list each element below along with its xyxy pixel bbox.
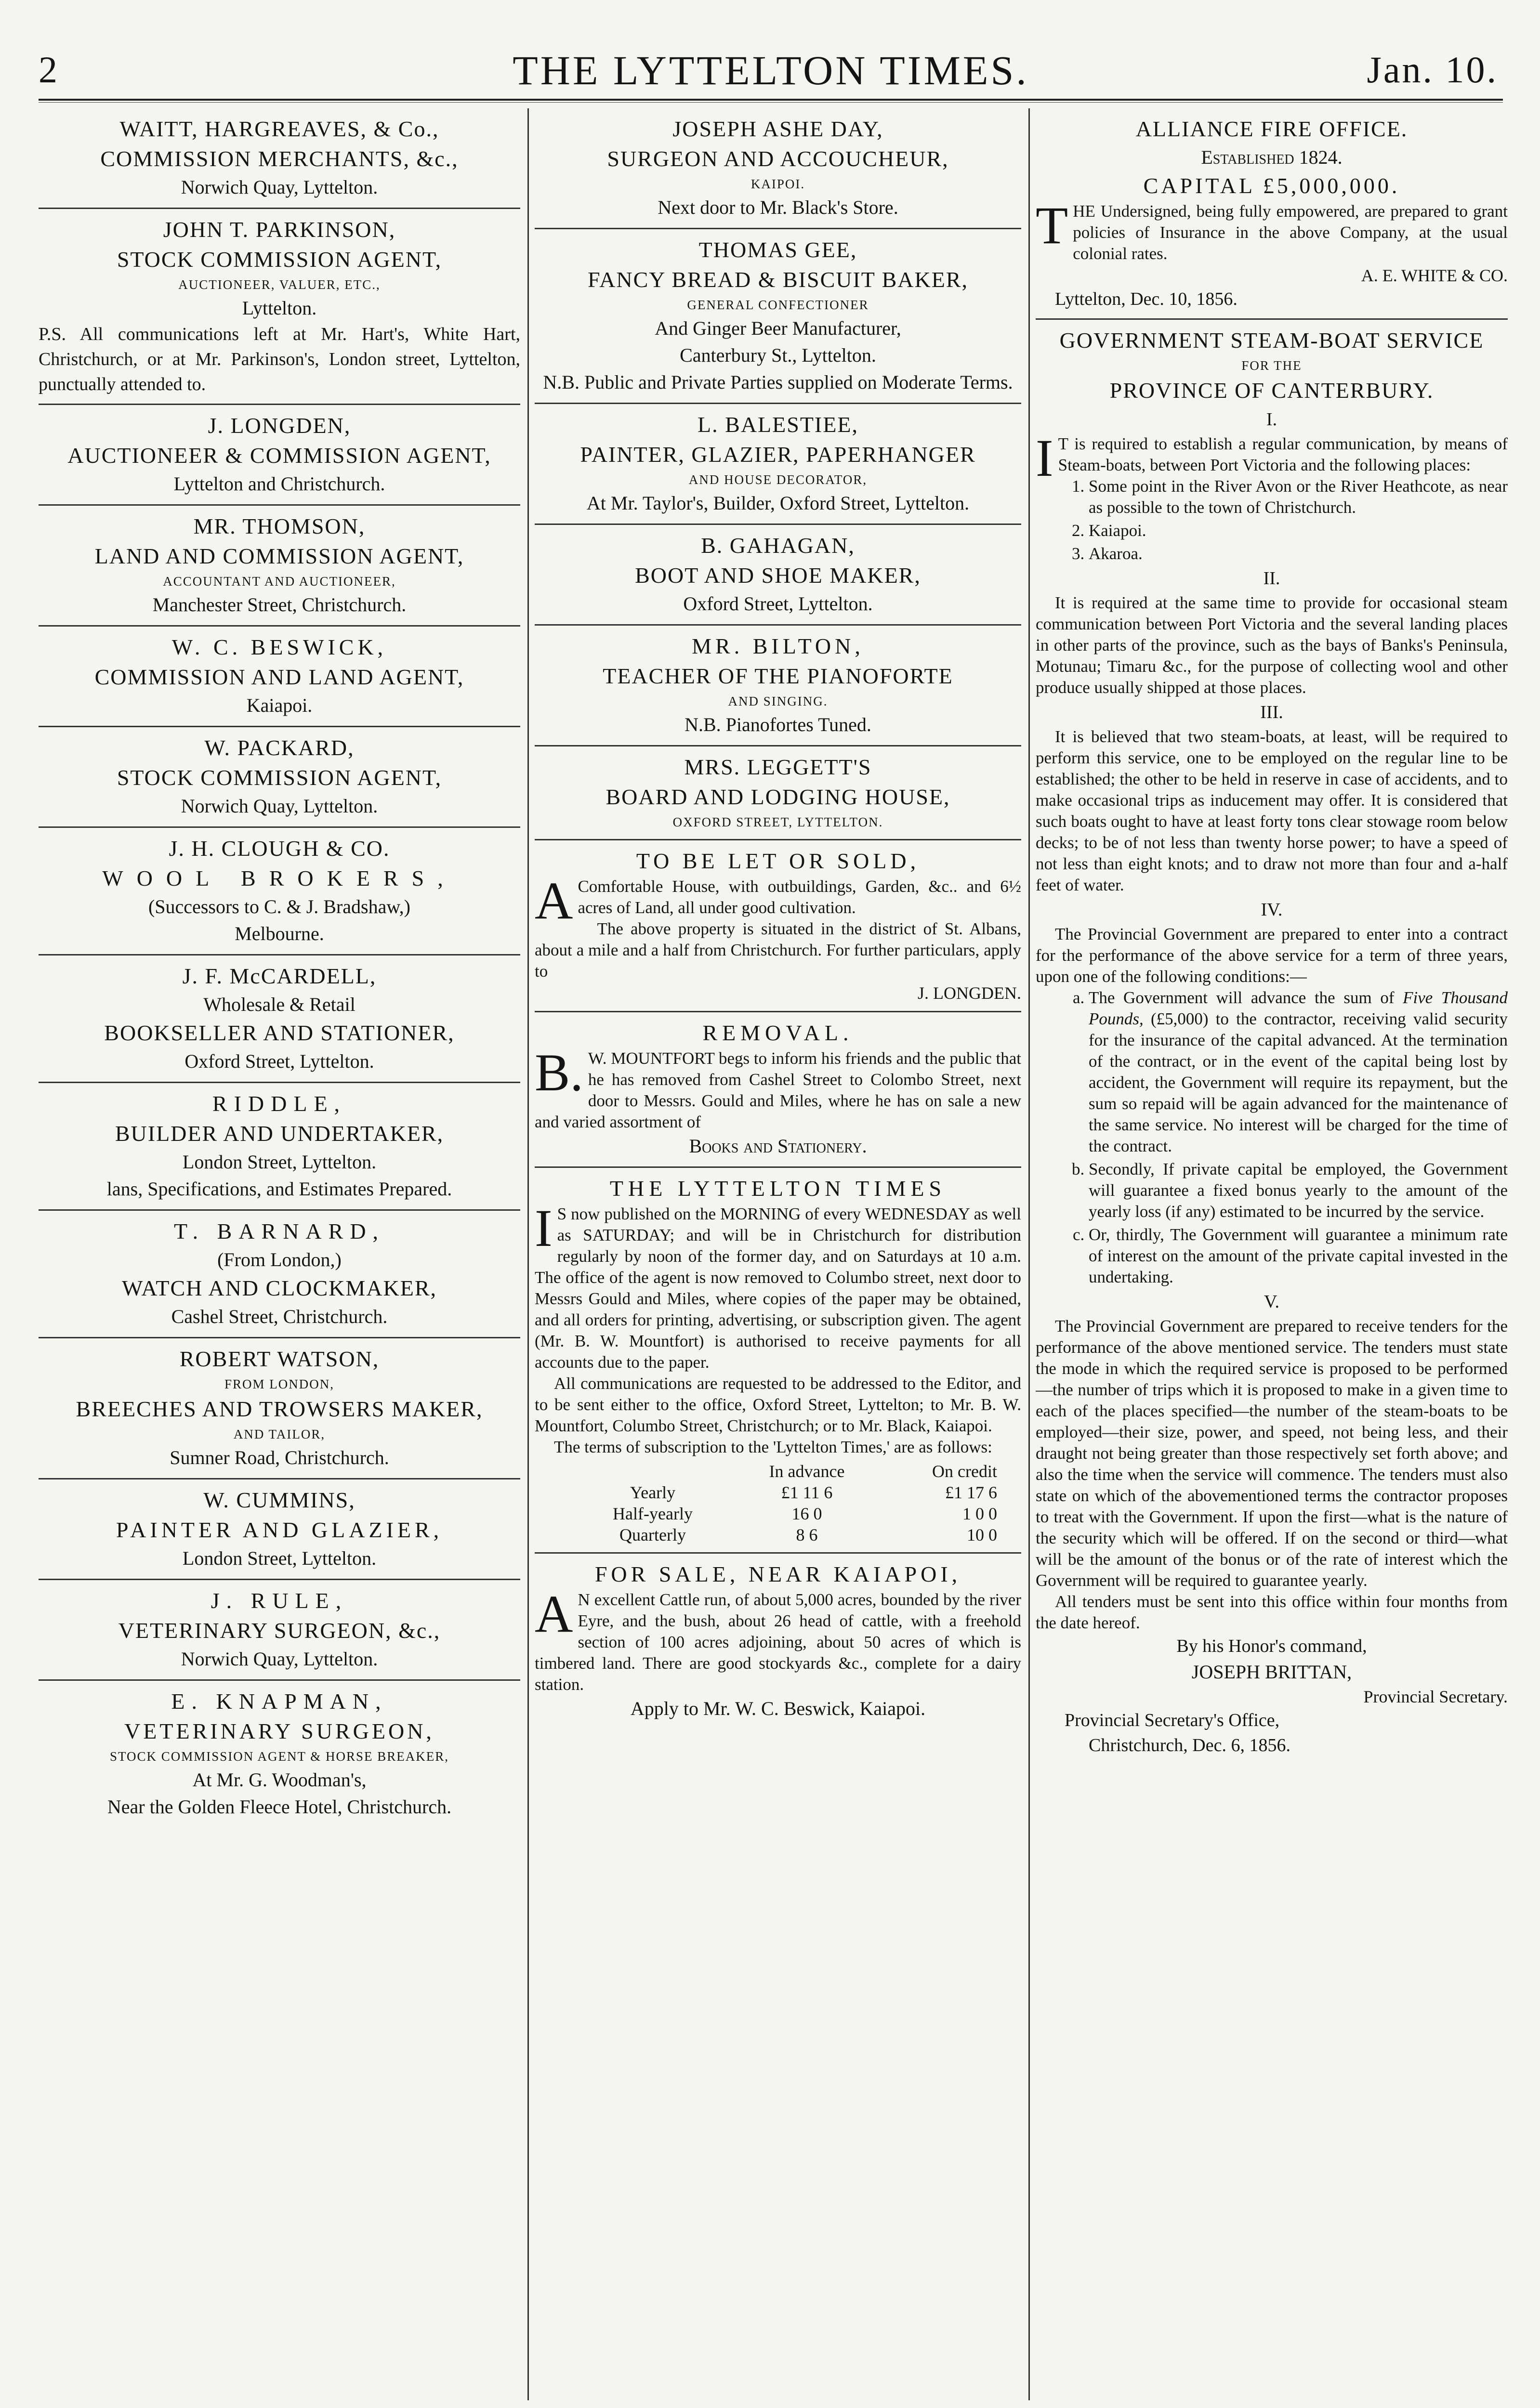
ad-trade: BOOKSELLER AND STATIONER, <box>104 1021 455 1045</box>
ad-note: N.B. Pianofortes Tuned. <box>684 714 871 735</box>
ad-heading: J. F. McCARDELL, <box>182 964 377 988</box>
ad-subtitle: Wholesale & Retail <box>203 994 355 1015</box>
ad-body: W. MOUNTFORT begs to inform his friends and the public that he has removed from Cashel Street to Colombo Street, next door to Messrs. Gould and Miles, where he has on sale a new and varied assortment of <box>535 1049 1021 1131</box>
ad-subtitle: Books and Stationery. <box>689 1135 867 1157</box>
ad-address: Apply to Mr. W. C. Beswick, Kaiapoi. <box>630 1698 926 1719</box>
ad-address: At Mr. G. Woodman's, <box>192 1769 367 1791</box>
ad-heading: T. BARNARD, <box>173 1219 385 1243</box>
table-row <box>578 1482 1021 1503</box>
issue-date: Jan. 10. <box>1367 49 1498 91</box>
ad-body: Comfortable House, with outbuildings, Garden, &c.. and 6½ acres of Land, all under good cultivation. <box>578 877 1021 917</box>
ad-heading: TO BE LET OR SOLD, <box>636 849 920 873</box>
notice-body: All tenders must be sent into this office within four months from the date hereof. <box>1036 1592 1508 1632</box>
ad-subtitle: Established 1824. <box>1201 146 1343 168</box>
ad-trade: VETERINARY SURGEON, &c., <box>118 1618 441 1643</box>
notice-body: It is believed that two steam-boats, at least, will be required to perform this service, one to be employed on the regular line to be established; the other to be held in reserve in case of accidents, and to make occasional trips as inducement may offer. It is considered that such boats ought to have at least forty tons clear stowage room below decks; to be of not less than twenty horse power; to have a speed of not less than eight knots; and to draw not more than four and a-half feet of water. <box>1036 727 1508 894</box>
column-header: On credit <box>932 1462 997 1481</box>
drop-cap: A <box>535 1584 573 1643</box>
subscription-table <box>578 1461 1021 1545</box>
ad-subtitle: AND SINGING. <box>728 694 828 708</box>
ad-trade: BOOT AND SHOE MAKER, <box>635 563 921 588</box>
ad-bilton <box>535 626 1021 746</box>
notice-date: Christchurch, Dec. 6, 1856. <box>1089 1735 1290 1755</box>
row-label: Yearly <box>630 1483 676 1502</box>
ad-heading: MRS. LEGGETT'S <box>684 755 872 779</box>
section-number: V. <box>1264 1292 1280 1312</box>
cell-advance: £1 11 6 <box>781 1483 833 1502</box>
drop-cap: T <box>1036 196 1068 255</box>
list-item <box>1089 987 1508 1157</box>
ad-address: Lyttelton. <box>242 297 317 319</box>
ad-removal <box>535 1012 1021 1168</box>
section-number: II. <box>1263 568 1280 589</box>
ad-body: N excellent Cattle run, of about 5,000 acres, bounded by the river Eyre, and the bush, about 26 head of cattle, with a freehold section of 100 acres adjoining, about 50 acres of which is timbered land. There are good stockyards &c., complete for a dairy station. <box>535 1590 1021 1694</box>
ad-packard <box>39 727 520 828</box>
ad-address: OXFORD STREET, LYTTELTON. <box>672 815 883 829</box>
ad-heading: THE LYTTELTON TIMES <box>609 1176 947 1201</box>
ad-trade: AUCTIONEER & COMMISSION AGENT, <box>67 443 491 468</box>
ad-address: Sumner Road, Christchurch. <box>170 1447 389 1468</box>
ad-heading: L. BALESTIEE, <box>698 412 858 437</box>
condition-emphasis: Five Thousand Pounds, <box>1089 988 1508 1028</box>
ad-address: Canterbury St., Lyttelton. <box>680 344 876 366</box>
ad-day <box>535 108 1021 229</box>
ad-beswick <box>39 627 520 727</box>
ad-body: The terms of subscription to the 'Lyttelton Times,' are as follows: <box>554 1438 992 1456</box>
section-number: III. <box>1260 702 1283 722</box>
column-divider <box>527 108 529 2400</box>
ad-lyttelton-times <box>535 1168 1021 1554</box>
ad-subtitle: STOCK COMMISSION AGENT & HORSE BREAKER, <box>109 1749 449 1764</box>
notice-body: It is required at the same time to provide for occasional steam communication between Port Victoria and the several landing places in other parts of the province, such as the bays of Banks's Peninsula, Motunau; Timaru &c., for the purpose of collecting wool and other produce usually shipped at those places. <box>1036 593 1508 697</box>
column-2 <box>535 108 1021 2405</box>
ad-balestiee <box>535 404 1021 525</box>
ad-address: Norwich Quay, Lyttelton. <box>181 1648 378 1670</box>
ad-rule <box>39 1580 520 1681</box>
page-number: 2 <box>39 49 57 91</box>
ad-trade: BREECHES AND TROWSERS MAKER, <box>76 1397 483 1421</box>
list-item: 2. Kaiapoi. <box>1089 520 1508 541</box>
ad-trade: WATCH AND CLOCKMAKER, <box>121 1276 437 1300</box>
ad-signature: J. LONGDEN. <box>918 983 1021 1003</box>
row-label: Half-yearly <box>613 1504 693 1523</box>
ad-heading: W. CUMMINS, <box>203 1488 355 1512</box>
ad-trade: BUILDER AND UNDERTAKER, <box>115 1121 444 1146</box>
notice-body: T is required to establish a regular communication, by means of Steam-boats, between Port Victoria and the following places: <box>1058 434 1508 474</box>
table-row <box>578 1503 1021 1524</box>
ad-heading: W. C. BESWICK, <box>171 635 387 659</box>
ad-trade: TEACHER OF THE PIANOFORTE <box>603 664 953 688</box>
ad-gee <box>535 229 1021 404</box>
ad-address: Next door to Mr. Black's Store. <box>658 196 898 218</box>
drop-cap: I <box>535 1199 553 1257</box>
ad-heading: THOMAS GEE, <box>698 237 857 262</box>
ad-mccardell <box>39 955 520 1083</box>
condition-text: The Government will advance the sum of <box>1089 988 1403 1007</box>
ad-subtitle: (From London,) <box>217 1249 342 1270</box>
ad-address: London Street, Lyttelton. <box>182 1151 377 1173</box>
drop-cap: A <box>535 871 573 930</box>
ad-knapman <box>39 1681 520 1827</box>
ad-heading: ALLIANCE FIRE OFFICE. <box>1135 117 1408 141</box>
ad-body: The above property is situated in the district of St. Albans, about a mile and a half from Christchurch. For further particulars, apply to <box>535 919 1021 981</box>
ad-address: Norwich Quay, Lyttelton. <box>181 176 378 198</box>
column-1 <box>39 108 520 2405</box>
ad-address: Norwich Quay, Lyttelton. <box>181 795 378 817</box>
ad-trade: STOCK COMMISSION AGENT, <box>117 765 442 790</box>
ad-subtitle: KAIPOI. <box>750 177 805 191</box>
ad-body: S now published on the MORNING of every WEDNESDAY as well as SATURDAY; and will be in Christchurch for distribution regularly by noon of the former day, and on Saturdays at 10 a.m. The office of the agent is now removed to Columbo street, next door to Messrs Gould and Miles, where copies of the paper may be obtained, and all orders for printing, advertising, or subscription given. The agent (Mr. B. W. Mountfort) is authorised to receive payments for all accounts due to the paper. <box>535 1204 1021 1372</box>
ad-subtitle: AND TAILOR, <box>233 1427 326 1441</box>
ad-heading: MR. BILTON, <box>692 634 864 658</box>
notice-body: The Provincial Government are prepared to enter into a contract for the performance of the above service for a term of three years, upon one of the following conditions:— <box>1036 925 1508 986</box>
ad-heading: RIDDLE, <box>212 1091 347 1116</box>
ad-heading: J. H. CLOUGH & CO. <box>169 836 390 861</box>
ad-address: Manchester Street, Christchurch. <box>152 594 407 615</box>
ad-alliance <box>1036 108 1508 320</box>
notice-signature: JOSEPH BRITTAN, <box>1191 1661 1352 1683</box>
notice-body: The Provincial Government are prepared to receive tenders for the performance of the above mentioned service. The tenders must state the mode in which the required service is proposed to be performed—the number of trips which it is proposed to make in a given time to each of the places specified—the number of the steam-boats to be employed—their size, power, and speed, not being less, and their draught not being greater than those respectively set forth above; and also the time when the service will commence. The tenders must also state on which of the abovementioned terms the contractor proposes to treat with the Government. If upon the first—what is the nature of the security which will be offered. If on the second or third—what will be the amount of the bonus or of the rate of interest which the Government will be required to guarantee yearly. <box>1036 1317 1508 1590</box>
ad-waitt <box>39 108 520 209</box>
ad-heading: ROBERT WATSON, <box>179 1347 380 1371</box>
ad-address: Oxford Street, Lyttelton. <box>683 593 873 615</box>
cell-credit: 10 0 <box>967 1525 997 1544</box>
ad-trade: STOCK COMMISSION AGENT, <box>117 247 442 272</box>
ad-body: HE Undersigned, being fully empowered, are prepared to grant policies of Insurance in the above Company, at the usual colonial rates. <box>1073 202 1508 263</box>
ad-subtitle: GENERAL CONFECTIONER <box>687 298 869 312</box>
ad-heading: E. KNAPMAN, <box>171 1689 388 1714</box>
ad-address: London Street, Lyttelton. <box>182 1547 377 1569</box>
ad-trade: LAND AND COMMISSION AGENT, <box>94 544 464 568</box>
newspaper-title: THE LYTTELTON TIMES. <box>513 47 1029 93</box>
ad-note: lans, Specifications, and Estimates Prepared. <box>106 1178 452 1200</box>
ad-subtitle: FROM LONDON, <box>224 1377 335 1391</box>
ad-trade: WOOL BROKERS, <box>102 866 457 890</box>
list-item: 3. Akaroa. <box>1089 543 1508 564</box>
ad-parkinson <box>39 209 520 405</box>
notice-steam-boat <box>1036 320 1508 1765</box>
list-item: b. Secondly, If private capital be employed, the Government will guarantee a fixed bonus yearly to the amount of the yearly loss (if any) estimated to be incurred by the service. <box>1089 1159 1508 1222</box>
conditions-list <box>1036 987 1508 1288</box>
ad-address: At Mr. Taylor's, Builder, Oxford Street, Lyttelton. <box>586 492 970 514</box>
ad-heading: FOR SALE, NEAR KAIAPOI, <box>594 1562 961 1586</box>
drop-cap: B. <box>535 1043 583 1102</box>
ad-gahagan <box>535 525 1021 626</box>
column-header: In advance <box>769 1462 845 1481</box>
ad-subtitle: CAPITAL £5,000,000. <box>1143 173 1400 198</box>
notice-office: Provincial Secretary's Office, <box>1065 1710 1280 1730</box>
ad-body: All communications are requested to be addressed to the Editor, and to be sent either to the office, Oxford Street, Lyttelton; to Mr. B. W. Mountfort, Columbo Street, Christchurch; or to Mr. Black, Kaiapoi. <box>535 1374 1021 1435</box>
ad-subtitle: AND HOUSE DECORATOR, <box>688 472 868 487</box>
ad-heading: J. LONGDEN, <box>208 413 351 438</box>
ad-trade: PAINTER, GLAZIER, PAPERHANGER <box>580 442 976 467</box>
ad-trade: SURGEON AND ACCOUCHEUR, <box>607 146 949 171</box>
ad-address: Melbourne. <box>235 923 324 944</box>
ad-address: Kaiapoi. <box>246 694 313 716</box>
ad-address: Oxford Street, Lyttelton. <box>184 1050 374 1072</box>
notice-subtitle: FOR THE <box>1241 358 1302 373</box>
ad-subtitle: AUCTIONEER, VALUER, ETC., <box>178 277 381 292</box>
drop-cap: I <box>1036 429 1053 487</box>
ad-address: Lyttelton and Christchurch. <box>173 473 385 495</box>
section-number: IV. <box>1261 900 1283 920</box>
ad-heading: WAITT, HARGREAVES, & Co., <box>119 117 439 141</box>
ad-trade: VETERINARY SURGEON, <box>124 1719 434 1743</box>
cell-advance: 16 0 <box>791 1504 822 1523</box>
notice-signature-title: Provincial Secretary. <box>1363 1687 1508 1706</box>
ad-clough <box>39 828 520 955</box>
ad-thomson <box>39 506 520 627</box>
list-item: c. Or, thirdly, The Government will guarantee a minimum rate of interest on the amount of the private capital invested in the undertaking. <box>1089 1224 1508 1288</box>
ad-note: (Successors to C. & J. Bradshaw,) <box>148 896 410 917</box>
cell-credit: £1 17 6 <box>945 1483 997 1502</box>
ad-subtitle: And Ginger Beer Manufacturer, <box>655 317 901 339</box>
row-label: Quarterly <box>619 1525 686 1544</box>
table-row <box>578 1524 1021 1545</box>
ad-heading: MR. THOMSON, <box>193 514 366 538</box>
ad-longden <box>39 405 520 506</box>
ad-trade: FANCY BREAD & BISCUIT BAKER, <box>588 267 968 292</box>
ad-riddle <box>39 1083 520 1211</box>
ad-trade: BOARD AND LODGING HOUSE, <box>605 785 950 809</box>
ad-heading: J. RULE, <box>211 1588 348 1613</box>
ad-barnard <box>39 1211 520 1338</box>
ad-note: N.B. Public and Private Parties supplied on Moderate Terms. <box>543 371 1013 393</box>
ad-heading: B. GAHAGAN, <box>701 533 855 558</box>
ad-heading: REMOVAL. <box>702 1021 854 1045</box>
ad-address: Near the Golden Fleece Hotel, Christchurch. <box>107 1796 452 1818</box>
ad-signature: A. E. WHITE & CO. <box>1361 266 1508 285</box>
ad-cummins <box>39 1479 520 1580</box>
notice-authority: By his Honor's command, <box>1176 1636 1367 1656</box>
ad-date: Lyttelton, Dec. 10, 1856. <box>1055 289 1237 309</box>
ad-note: P.S. All communications left at Mr. Hart's, White Hart, Christchurch, or at Mr. Parkinson's, London street, Lyttelton, punctually attended to. <box>39 324 520 394</box>
section-number: I. <box>1266 409 1277 430</box>
ad-subtitle: ACCOUNTANT AND AUCTIONEER, <box>163 574 396 589</box>
ad-trade: COMMISSION MERCHANTS, &c., <box>100 146 459 171</box>
column-divider <box>1028 108 1030 2400</box>
ad-heading: JOHN T. PARKINSON, <box>163 217 396 242</box>
notice-heading: GOVERNMENT STEAM-BOAT SERVICE <box>1059 328 1484 353</box>
ad-address: Cashel Street, Christchurch. <box>171 1306 388 1327</box>
ad-heading: JOSEPH ASHE DAY, <box>672 117 883 141</box>
column-3 <box>1036 108 1508 2405</box>
places-list <box>1036 476 1508 564</box>
notice-subtitle: PROVINCE OF CANTERBURY. <box>1109 378 1434 403</box>
ad-heading: W. PACKARD, <box>204 735 355 760</box>
cell-advance: 8 6 <box>796 1525 818 1544</box>
ad-for-sale <box>535 1554 1021 1729</box>
ad-trade: PAINTER AND GLAZIER, <box>116 1518 443 1542</box>
ad-leggett <box>535 746 1021 840</box>
ad-to-let <box>535 840 1021 1012</box>
masthead <box>39 39 1503 96</box>
ad-trade: COMMISSION AND LAND AGENT, <box>94 665 464 689</box>
masthead-rule <box>39 99 1503 101</box>
masthead-rule-thin <box>39 102 1503 103</box>
cell-credit: 1 0 0 <box>962 1504 997 1523</box>
condition-text: (£5,000) to the contractor, receiving valid security for the insurance of the capital advanced. At the termination of the contract, or in the event of the capital being lost by accident, the Government will require its repayment, but the sum so repaid will be again advanced for the maintenance of the same service. No interest will be charged for the time of the contract. <box>1089 1009 1508 1155</box>
list-item: 1. Some point in the River Avon or the River Heathcote, as near as possible to the town of Christchurch. <box>1089 476 1508 518</box>
ad-watson <box>39 1338 520 1479</box>
